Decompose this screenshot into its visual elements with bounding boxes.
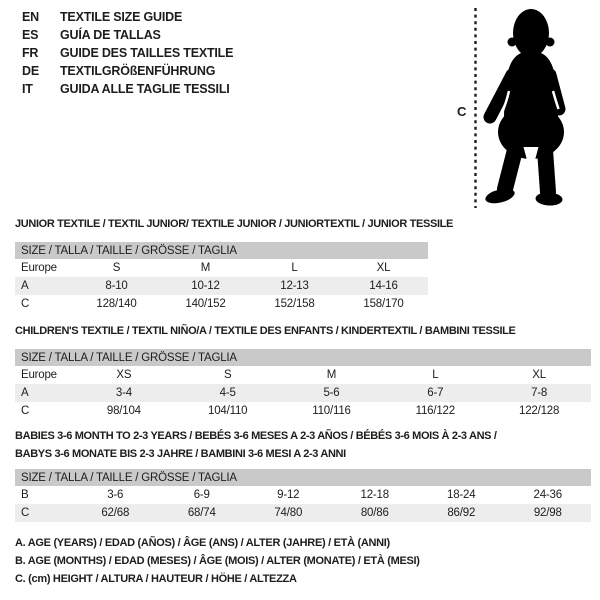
language-code: DE: [22, 64, 39, 78]
language-code: IT: [22, 82, 33, 96]
table-title: BABYS 3-6 MONATE BIS 2-3 JAHRE / BAMBINI 3-6 MESI A 2-3 ANNI: [15, 448, 346, 460]
table-cell: 18-24: [447, 489, 476, 501]
language-list: [22, 8, 233, 98]
table-cell: 152/158: [274, 298, 315, 310]
language-title: TEXTILE SIZE GUIDE: [60, 10, 183, 24]
table-cell: XL: [376, 262, 391, 274]
table-cell: XL: [532, 369, 546, 381]
row-label: C: [21, 507, 30, 519]
row-label: A: [21, 280, 29, 292]
table-cell: 6-9: [193, 489, 210, 501]
size-header-cell: SIZE / TALLA / TAILLE / GRÖSSE / TAGLIA: [15, 242, 428, 259]
table-row: [15, 259, 428, 277]
row-label: B: [21, 489, 29, 501]
size-header-row: [15, 469, 591, 486]
table-cell: 5-6: [323, 387, 340, 399]
language-code: EN: [22, 10, 39, 24]
table-cell: 158/170: [363, 298, 404, 310]
table-cell: 122/128: [519, 405, 560, 417]
language-row: [22, 44, 233, 62]
row-label: C: [21, 405, 30, 417]
legend-note: B. AGE (MONTHS) / EDAD (MESES) / ÂGE (MOIS) / ALTER (MONATE) / ETÀ (MESI): [15, 555, 420, 567]
table-row: [15, 402, 591, 420]
table-section-babies: [15, 427, 591, 522]
table-cell: 7-8: [531, 387, 548, 399]
table-cell: S: [112, 262, 121, 274]
language-title: GUIDE DES TAILLES TEXTILE: [60, 46, 234, 60]
table-cell: 4-5: [219, 387, 236, 399]
language-title: TEXTILGRÖßENFÜHRUNG: [60, 64, 216, 78]
table-cell: 86/92: [447, 507, 476, 519]
baby-silhouette-icon: [482, 5, 594, 210]
table-cell: 12-18: [360, 489, 389, 501]
size-header-cell: SIZE / TALLA / TAILLE / GRÖSSE / TAGLIA: [15, 349, 591, 366]
language-row: [22, 62, 233, 80]
size-header-cell: SIZE / TALLA / TAILLE / GRÖSSE / TAGLIA: [15, 469, 591, 486]
table-section-junior: [15, 215, 454, 313]
table-cell: 128/140: [96, 298, 137, 310]
table-cell: 24-36: [533, 489, 562, 501]
language-title: GUIDA ALLE TAGLIE TESSILI: [60, 82, 230, 96]
size-table: [15, 349, 591, 420]
legend-note: A. AGE (YEARS) / EDAD (AÑOS) / ÂGE (ANS) / ALTER (JAHRE) / ETÀ (ANNI): [15, 537, 390, 549]
table-cell: 80/86: [360, 507, 389, 519]
table-cell: 14-16: [369, 280, 398, 292]
legend-note: C. (cm) HEIGHT / ALTURA / HAUTEUR / HÖHE / ALTEZZA: [15, 573, 297, 585]
table-cell: 3-4: [115, 387, 132, 399]
table-cell: 110/116: [312, 405, 351, 417]
table-cell: 12-13: [280, 280, 309, 292]
language-row: [22, 80, 233, 98]
table-cell: S: [223, 369, 232, 381]
table-row: [15, 366, 591, 384]
table-cell: 62/68: [101, 507, 130, 519]
table-cell: 8-10: [105, 280, 128, 292]
language-code: FR: [22, 46, 39, 60]
table-title: BABIES 3-6 MONTH TO 2-3 YEARS / BEBÉS 3-6 MESES A 2-3 AÑOS / BÉBÉS 3-6 MOIS À 2-3 ANS /: [15, 430, 497, 442]
row-label: C: [21, 298, 30, 310]
height-dashed-line-icon: [473, 7, 478, 209]
table-cell: 140/152: [185, 298, 226, 310]
table-row: [15, 295, 428, 313]
table-cell: 98/104: [106, 405, 141, 417]
row-label: Europe: [21, 369, 57, 381]
row-label: A: [21, 387, 29, 399]
table-cell: M: [200, 262, 211, 274]
table-row: [15, 486, 591, 504]
language-row: [22, 26, 233, 44]
language-title: GUÍA DE TALLAS: [60, 28, 161, 42]
table-cell: L: [432, 369, 439, 381]
table-cell: M: [326, 369, 337, 381]
row-label: Europe: [21, 262, 57, 274]
table-cell: 6-7: [427, 387, 444, 399]
table-title: JUNIOR TEXTILE / TEXTIL JUNIOR/ TEXTILE JUNIOR / JUNIORTEXTIL / JUNIOR TESSILE: [15, 218, 454, 230]
size-header-row: [15, 349, 591, 366]
table-row: [15, 504, 591, 522]
table-row: [15, 277, 428, 295]
table-section-children: [15, 322, 591, 420]
table-cell: 92/98: [533, 507, 562, 519]
legend-notes: [15, 534, 420, 588]
table-cell: 9-12: [277, 489, 300, 501]
language-code: ES: [22, 28, 39, 42]
table-cell: 68/74: [187, 507, 216, 519]
table-cell: L: [291, 262, 298, 274]
table-title: CHILDREN'S TEXTILE / TEXTIL NIÑO/A / TEXTILE DES ENFANTS / KINDERTEXTIL / BAMBINI TESSILE: [15, 325, 516, 337]
table-row: [15, 384, 591, 402]
table-cell: 10-12: [191, 280, 220, 292]
table-cell: 74/80: [274, 507, 303, 519]
table-cell: XS: [116, 369, 132, 381]
height-measure-label: C: [457, 104, 467, 119]
table-cell: 116/122: [415, 405, 455, 417]
size-table: [15, 242, 428, 313]
language-row: [22, 8, 233, 26]
table-cell: 3-6: [107, 489, 124, 501]
size-table: [15, 469, 591, 522]
table-cell: 104/110: [208, 405, 248, 417]
size-header-row: [15, 242, 428, 259]
